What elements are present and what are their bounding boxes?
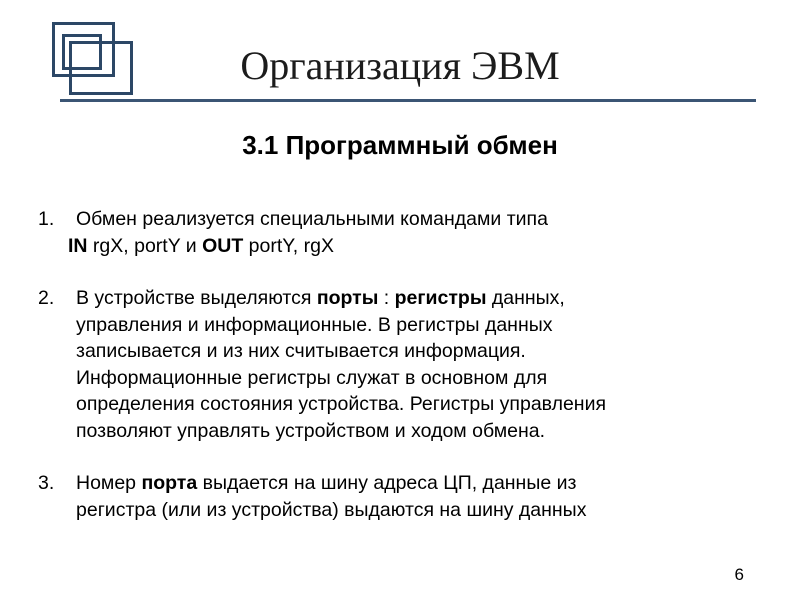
list-item [36, 285, 766, 444]
keyword-in: IN [68, 234, 88, 257]
list-item-code-line [68, 233, 766, 260]
slide-body [36, 206, 766, 523]
list-item-number: 1. [38, 208, 55, 230]
text-run: : [378, 287, 395, 309]
logo-squares-icon [50, 20, 140, 98]
list-item [36, 206, 766, 259]
term-ports: порты [316, 287, 379, 309]
list-item-text: регистра (или из устройства) выдаются на шину данных [76, 498, 587, 521]
list-item-number: 3. [38, 472, 55, 494]
title-divider [60, 99, 756, 102]
text-run: В устройстве выделяются [76, 287, 317, 309]
text-run: Номер [76, 472, 142, 494]
text-run: выдается на шину адреса ЦП, данные из [197, 472, 577, 494]
list-item-text: Обмен реализуется специальными командами типа [76, 208, 548, 230]
list-item-text: записывается и из них считывается информация. [76, 340, 526, 362]
text-run: данных, [486, 287, 565, 309]
list-item-text: позволяют управлять устройством и ходом обмена. [76, 419, 545, 442]
term-registers: регистры [394, 287, 487, 309]
list-item-text [76, 285, 766, 312]
list-item-text: Информационные регистры служат в основном для [76, 366, 548, 389]
page-number: 6 [734, 565, 744, 584]
section-heading: 3.1 Программный обмен [242, 130, 558, 160]
code-text: portY, rgX [243, 234, 334, 257]
list-item-number: 2. [38, 287, 55, 309]
slide-title: Организация ЭВМ [240, 43, 560, 88]
keyword-out: OUT [202, 234, 244, 257]
list-item-text: управления и информационные. В регистры данных [76, 313, 553, 336]
list-item-text [76, 470, 766, 497]
list-item-text: определения состояния устройства. Регистры управления [76, 393, 607, 415]
list-item [36, 470, 766, 523]
logo-square [69, 41, 133, 95]
code-text: rgX, portY и [87, 234, 203, 257]
term-port: порта [141, 472, 198, 494]
